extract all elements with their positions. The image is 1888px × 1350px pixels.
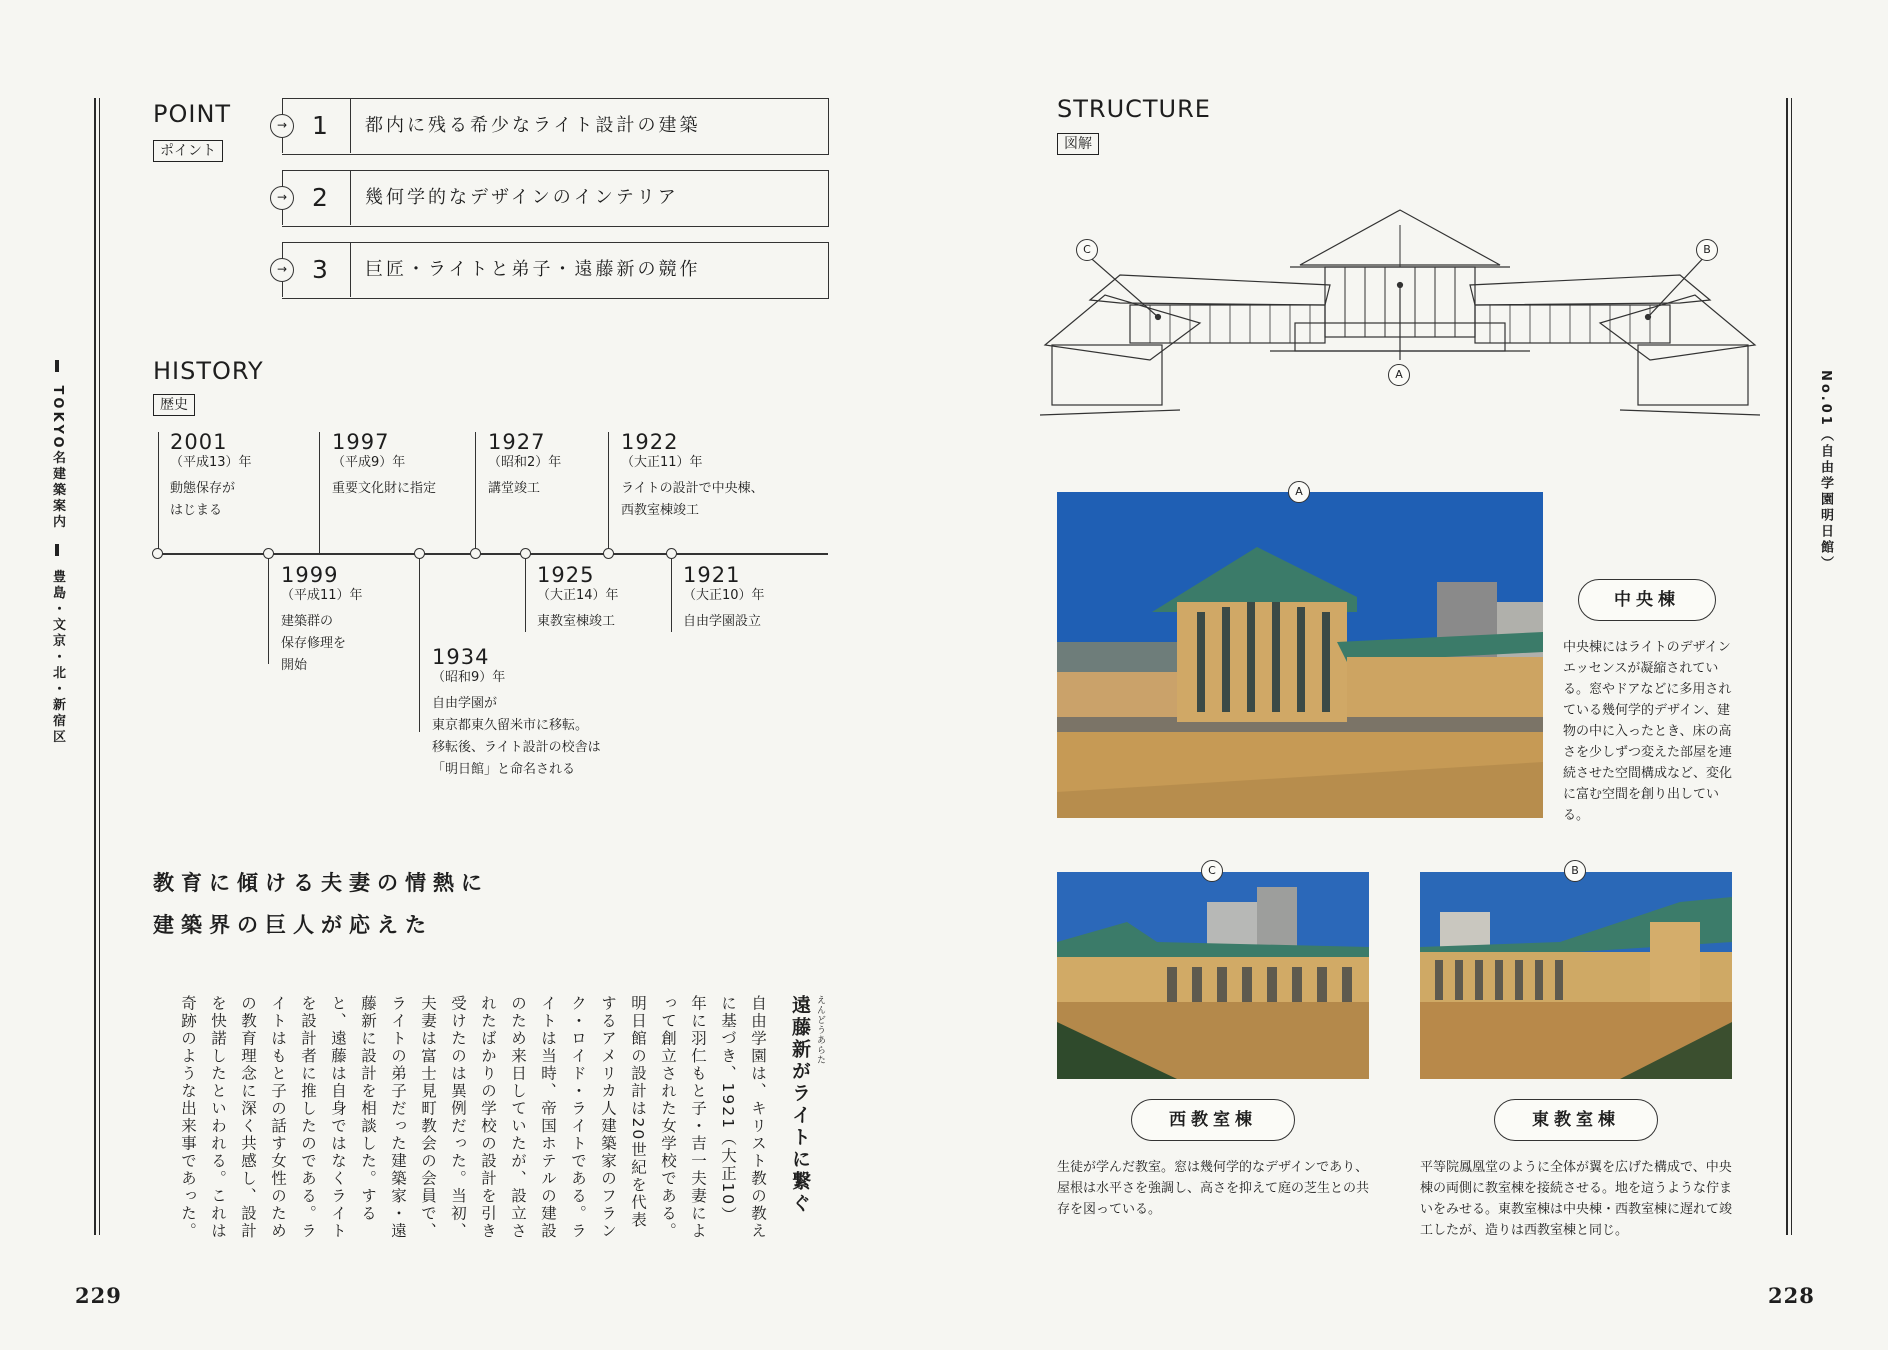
event-year: 1921 bbox=[683, 563, 741, 587]
event-era: （平成13）年 bbox=[170, 455, 252, 470]
subhead-ruby: えんどうあらた bbox=[815, 995, 825, 1065]
point-divider bbox=[350, 170, 351, 225]
event-era: （大正14）年 bbox=[537, 588, 619, 603]
timeline-stem bbox=[419, 554, 420, 732]
history-tag: 歴史 bbox=[153, 394, 195, 416]
page-number-right: 228 bbox=[1768, 1283, 1815, 1308]
marker-b: B bbox=[1696, 239, 1718, 261]
photo-west-classroom bbox=[1057, 872, 1369, 1079]
point-number: 3 bbox=[312, 255, 328, 284]
event-desc: ライトの設計で中央棟、 西教室棟竣工 bbox=[621, 481, 764, 518]
timeline-dot bbox=[520, 548, 531, 559]
event-year: 1934 bbox=[432, 645, 490, 669]
page-number-left: 229 bbox=[75, 1283, 122, 1308]
marker-c-photo: C bbox=[1201, 860, 1223, 882]
event-year: 1922 bbox=[621, 430, 679, 454]
event-desc: 講堂竣工 bbox=[488, 481, 541, 496]
photo-central-building bbox=[1057, 492, 1543, 818]
point-text: 幾何学的なデザインのインテリア bbox=[365, 187, 679, 208]
point-text: 都内に残る希少なライト設計の建築 bbox=[365, 115, 701, 136]
subhead-text: 遠藤新がライトに繋ぐ bbox=[789, 995, 811, 1215]
timeline-dot bbox=[666, 548, 677, 559]
arrow-right-icon: → bbox=[270, 258, 294, 282]
event-year: 2001 bbox=[170, 430, 228, 454]
arrow-right-icon: → bbox=[270, 114, 294, 138]
event-year: 1997 bbox=[332, 430, 390, 454]
side-label-right: No.01（自由学園明日館） bbox=[1818, 370, 1833, 572]
marker-a: A bbox=[1388, 364, 1410, 386]
label-east-classroom: 東教室棟 bbox=[1494, 1099, 1658, 1141]
marker-b-photo: B bbox=[1564, 860, 1586, 882]
event-desc: 重要文化財に指定 bbox=[332, 481, 437, 496]
timeline-stem bbox=[319, 432, 320, 554]
side-marker bbox=[55, 360, 59, 372]
structure-title: STRUCTURE bbox=[1057, 95, 1211, 123]
point-divider bbox=[350, 242, 351, 297]
timeline-stem bbox=[525, 554, 526, 632]
event-desc: 動態保存が はじまる bbox=[170, 481, 236, 518]
headline-line-1: 教育に傾ける夫妻の情熱に bbox=[153, 871, 489, 895]
caption-east-classroom: 平等院鳳凰堂のように全体が翼を広げた構成で、中央棟の両側に教室棟を接続させる。地を這うような佇まいをみせる。東教室棟は中央棟・西教室棟に遅れて竣工したが、造りは西教室棟と同じ。 bbox=[1420, 1160, 1733, 1238]
central-building-illustration bbox=[1057, 492, 1543, 818]
timeline-dot bbox=[414, 548, 425, 559]
event-desc: 自由学園設立 bbox=[683, 614, 762, 629]
timeline-dot bbox=[603, 548, 614, 559]
left-margin-rule bbox=[94, 98, 96, 1235]
event-desc: 自由学園が 東京都東久留米市に移転。 移転後、ライト設計の校舎は 「明日館」と命名される bbox=[432, 696, 601, 777]
article-body: 自由学園は、キリスト教の教えに基づき、1921（大正10）年に羽仁もと子・吉一夫妻によって創立された女学校である。明日館の設計は20世紀を代表するアメリカ人建築家のフランク・ロイド・ライトである。ライトは当時、帝国ホテルの建設のため来日していたが、設立されたばかりの学校の設計を引き受けたのは異例だった。当初、夫妻は富士見町教会の会員で、ライトの弟子だった建築家・遠藤新に設計を相談した。すると、遠藤は自身ではなくライトを設計者に推したのである。ライトはもと子の話す女性のための教育理念に深く共感し、設計を快諾したといわれる。これは奇跡のような出来事であった。 bbox=[179, 995, 767, 1240]
point-divider bbox=[350, 98, 351, 153]
label-west-classroom: 西教室棟 bbox=[1131, 1099, 1295, 1141]
timeline-axis bbox=[158, 553, 828, 555]
point-title: POINT bbox=[153, 100, 232, 128]
headline-line-2: 建築界の巨人が応えた bbox=[153, 913, 433, 937]
building-line-drawing bbox=[1040, 205, 1760, 420]
right-margin-rule bbox=[1786, 98, 1788, 1235]
timeline-stem bbox=[671, 554, 672, 632]
point-number: 1 bbox=[312, 111, 328, 140]
side-area: 豊島・文京・北・新宿区 bbox=[50, 569, 65, 746]
point-number: 2 bbox=[312, 183, 328, 212]
timeline-dot bbox=[263, 548, 274, 559]
photo-east-classroom bbox=[1420, 872, 1732, 1079]
timeline-stem bbox=[268, 554, 269, 664]
event-era: （大正10）年 bbox=[683, 588, 765, 603]
structure-tag: 図解 bbox=[1057, 133, 1099, 155]
timeline-stem bbox=[475, 432, 476, 554]
event-era: （昭和2）年 bbox=[488, 455, 562, 470]
point-tag: ポイント bbox=[153, 140, 223, 162]
marker-c: C bbox=[1076, 239, 1098, 261]
event-era: （昭和9）年 bbox=[432, 670, 506, 685]
event-era: （平成11）年 bbox=[281, 588, 363, 603]
side-label-left bbox=[48, 360, 67, 746]
side-series: TOKYO名建築案内 bbox=[50, 385, 65, 531]
right-margin-rule-inner bbox=[1791, 98, 1792, 1235]
article-subhead bbox=[786, 995, 826, 1235]
marker-a-photo: A bbox=[1288, 481, 1310, 503]
timeline-stem bbox=[608, 432, 609, 554]
event-era: （平成9）年 bbox=[332, 455, 406, 470]
east-classroom-illustration bbox=[1420, 872, 1732, 1079]
left-margin-rule-inner bbox=[99, 98, 100, 1235]
caption-central-building: 中央棟にはライトのデザインエッセンスが凝縮されている。窓やドアなどに多用されている幾何学的デザイン、建物の中に入ったとき、床の高さを少しずつ変えた部屋を連続させた空間構成など、変化に富む空間を創り出している。 bbox=[1563, 640, 1733, 823]
event-era: （大正11）年 bbox=[621, 455, 703, 470]
event-year: 1927 bbox=[488, 430, 546, 454]
event-year: 1999 bbox=[281, 563, 339, 587]
arrow-right-icon: → bbox=[270, 186, 294, 210]
timeline-dot bbox=[152, 548, 163, 559]
event-desc: 建築群の 保存修理を 開始 bbox=[281, 614, 347, 673]
event-desc: 東教室棟竣工 bbox=[537, 614, 616, 629]
timeline-stem bbox=[158, 432, 159, 554]
west-classroom-illustration bbox=[1057, 872, 1369, 1079]
timeline-dot bbox=[470, 548, 481, 559]
caption-west-classroom: 生徒が学んだ教室。窓は幾何学的なデザインであり、屋根は水平さを強調し、高さを抑えて庭の芝生との共存を図っている。 bbox=[1057, 1160, 1370, 1217]
label-central-building: 中央棟 bbox=[1578, 579, 1716, 621]
history-title: HISTORY bbox=[153, 357, 264, 385]
side-marker bbox=[55, 544, 59, 556]
event-year: 1925 bbox=[537, 563, 595, 587]
point-text: 巨匠・ライトと弟子・遠藤新の競作 bbox=[365, 259, 701, 280]
